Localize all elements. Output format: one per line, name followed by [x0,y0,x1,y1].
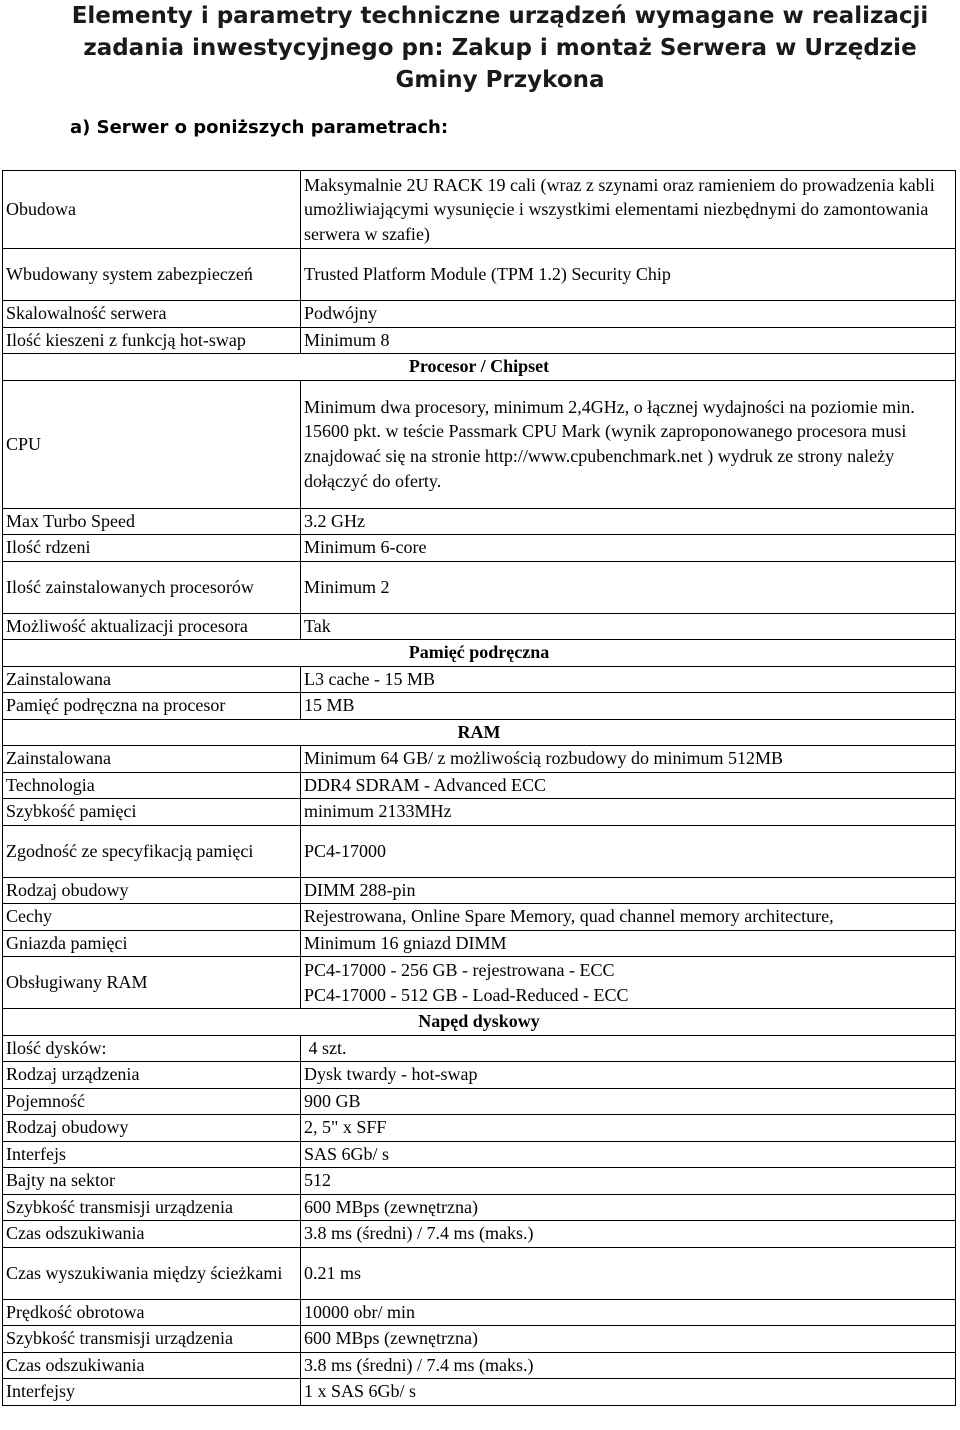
table-row [3,957,956,1009]
param-label: Cechy [3,904,301,931]
param-label: Szybkość transmisji urządzenia [3,1194,301,1221]
param-value: Minimum 6-core [301,535,956,562]
table-row [3,1326,956,1353]
table-row [3,904,956,931]
param-value: Rejestrowana, Online Spare Memory, quad channel memory architecture, [301,904,956,931]
param-value: Tak [301,613,956,640]
param-label: Czas odszukiwania [3,1352,301,1379]
table-row [3,301,956,328]
param-label: Ilość zainstalowanych procesorów [3,561,301,613]
param-value [301,957,956,1009]
param-label: Możliwość aktualizacji procesora [3,613,301,640]
param-value: L3 cache - 15 MB [301,666,956,693]
param-value: Minimum 64 GB/ z możliwością rozbudowy do minimum 512MB [301,746,956,773]
table-row [3,561,956,613]
param-label: Rodzaj urządzenia [3,1062,301,1089]
param-label: Pojemność [3,1088,301,1115]
param-value: Dysk twardy - hot-swap [301,1062,956,1089]
param-value: 4 szt. [301,1035,956,1062]
param-label: Ilość rdzeni [3,535,301,562]
table-row [3,1299,956,1326]
param-value: 600 MBps (zewnętrzna) [301,1326,956,1353]
param-value: Trusted Platform Module (TPM 1.2) Security Chip [301,249,956,301]
param-value: Maksymalnie 2U RACK 19 cali (wraz z szynami oraz ramieniem do prowadzenia kabli umożliwiającymi wysunięcie i wszystkimi elementami niezbędnymi do zamontowania serwera w szafie) [301,171,956,249]
table-row [3,508,956,535]
param-value: DIMM 288-pin [301,877,956,904]
table-row [3,825,956,877]
param-label: Skalowalność serwera [3,301,301,328]
param-label: Rodzaj obudowy [3,877,301,904]
param-label: Obsługiwany RAM [3,957,301,1009]
document-title: Elementy i parametry techniczne urządzeń wymagane w realizacji zadania inwestycyjnego pn: Zakup i montaż Serwera w Urzędzie Gminy Przykona [71,3,929,93]
table-row [3,171,956,249]
table-row [3,1168,956,1195]
section-subtitle: a) Serwer o poniższych parametrach: [70,117,449,138]
section-header-cpu: Procesor / Chipset [3,354,956,381]
param-value: minimum 2133MHz [301,799,956,826]
section-header-ram: RAM [3,719,956,746]
param-label: Ilość kieszeni z funkcją hot-swap [3,327,301,354]
section-header-row [3,719,956,746]
param-label: Czas wyszukiwania między ścieżkami [3,1247,301,1299]
table-row [3,380,956,508]
param-label: Szybkość transmisji urządzenia [3,1326,301,1353]
param-value: Minimum 8 [301,327,956,354]
table-row [3,613,956,640]
table-row [3,1115,956,1142]
param-label: CPU [3,380,301,508]
param-value: Minimum 2 [301,561,956,613]
param-label: Zgodność ze specyfikacją pamięci [3,825,301,877]
param-label: Interfejsy [3,1379,301,1406]
section-header-row [3,354,956,381]
param-value: 3.8 ms (średni) / 7.4 ms (maks.) [301,1352,956,1379]
table-row [3,930,956,957]
supported-ram-line: PC4-17000 - 512 GB - Load-Reduced - ECC [304,984,629,1005]
param-label: Rodzaj obudowy [3,1115,301,1142]
param-label: Gniazda pamięci [3,930,301,957]
param-value: SAS 6Gb/ s [301,1141,956,1168]
param-value: 600 MBps (zewnętrzna) [301,1194,956,1221]
param-label: Max Turbo Speed [3,508,301,535]
param-value: PC4-17000 [301,825,956,877]
param-value: 512 [301,1168,956,1195]
param-value: Podwójny [301,301,956,328]
table-row [3,1088,956,1115]
param-value: 15 MB [301,693,956,720]
param-label: Zainstalowana [3,666,301,693]
param-value: 0.21 ms [301,1247,956,1299]
table-row [3,1379,956,1406]
table-row [3,1221,956,1248]
table-row [3,327,956,354]
table-row [3,1194,956,1221]
param-value: 3.2 GHz [301,508,956,535]
spec-table [2,170,956,1406]
param-value: DDR4 SDRAM - Advanced ECC [301,772,956,799]
param-label: Pamięć podręczna na procesor [3,693,301,720]
param-label: Czas odszukiwania [3,1221,301,1248]
section-header-cache: Pamięć podręczna [3,640,956,667]
section-header-row [3,1009,956,1036]
section-header-row [3,640,956,667]
param-label: Prędkość obrotowa [3,1299,301,1326]
param-value: 900 GB [301,1088,956,1115]
param-label: Interfejs [3,1141,301,1168]
param-value: Minimum 16 gniazd DIMM [301,930,956,957]
table-row [3,1352,956,1379]
param-value: 2, 5" x SFF [301,1115,956,1142]
table-row [3,249,956,301]
table-row [3,1247,956,1299]
param-label: Szybkość pamięci [3,799,301,826]
param-label: Wbudowany system zabezpieczeń [3,249,301,301]
table-row [3,535,956,562]
param-label: Technologia [3,772,301,799]
table-row [3,1141,956,1168]
param-label: Bajty na sektor [3,1168,301,1195]
table-row [3,693,956,720]
section-header-disk: Napęd dyskowy [3,1009,956,1036]
param-label: Ilość dysków: [3,1035,301,1062]
param-value: 10000 obr/ min [301,1299,956,1326]
supported-ram-line: PC4-17000 - 256 GB - rejestrowana - ECC [304,959,615,980]
table-row [3,877,956,904]
table-row [3,746,956,773]
param-value: Minimum dwa procesory, minimum 2,4GHz, o łącznej wydajności na poziomie min. 15600 pkt. w teście Passmark CPU Mark (wynik zaproponowanego procesora musi znajdować się na stronie http://www.cpubenchmark.net ) wydruk ze strony należy dołączyć do oferty. [301,380,956,508]
param-value: 3.8 ms (średni) / 7.4 ms (maks.) [301,1221,956,1248]
table-row [3,1062,956,1089]
param-label: Zainstalowana [3,746,301,773]
param-label: Obudowa [3,171,301,249]
table-row [3,799,956,826]
param-value: 1 x SAS 6Gb/ s [301,1379,956,1406]
table-row [3,1035,956,1062]
table-row [3,666,956,693]
table-row [3,772,956,799]
